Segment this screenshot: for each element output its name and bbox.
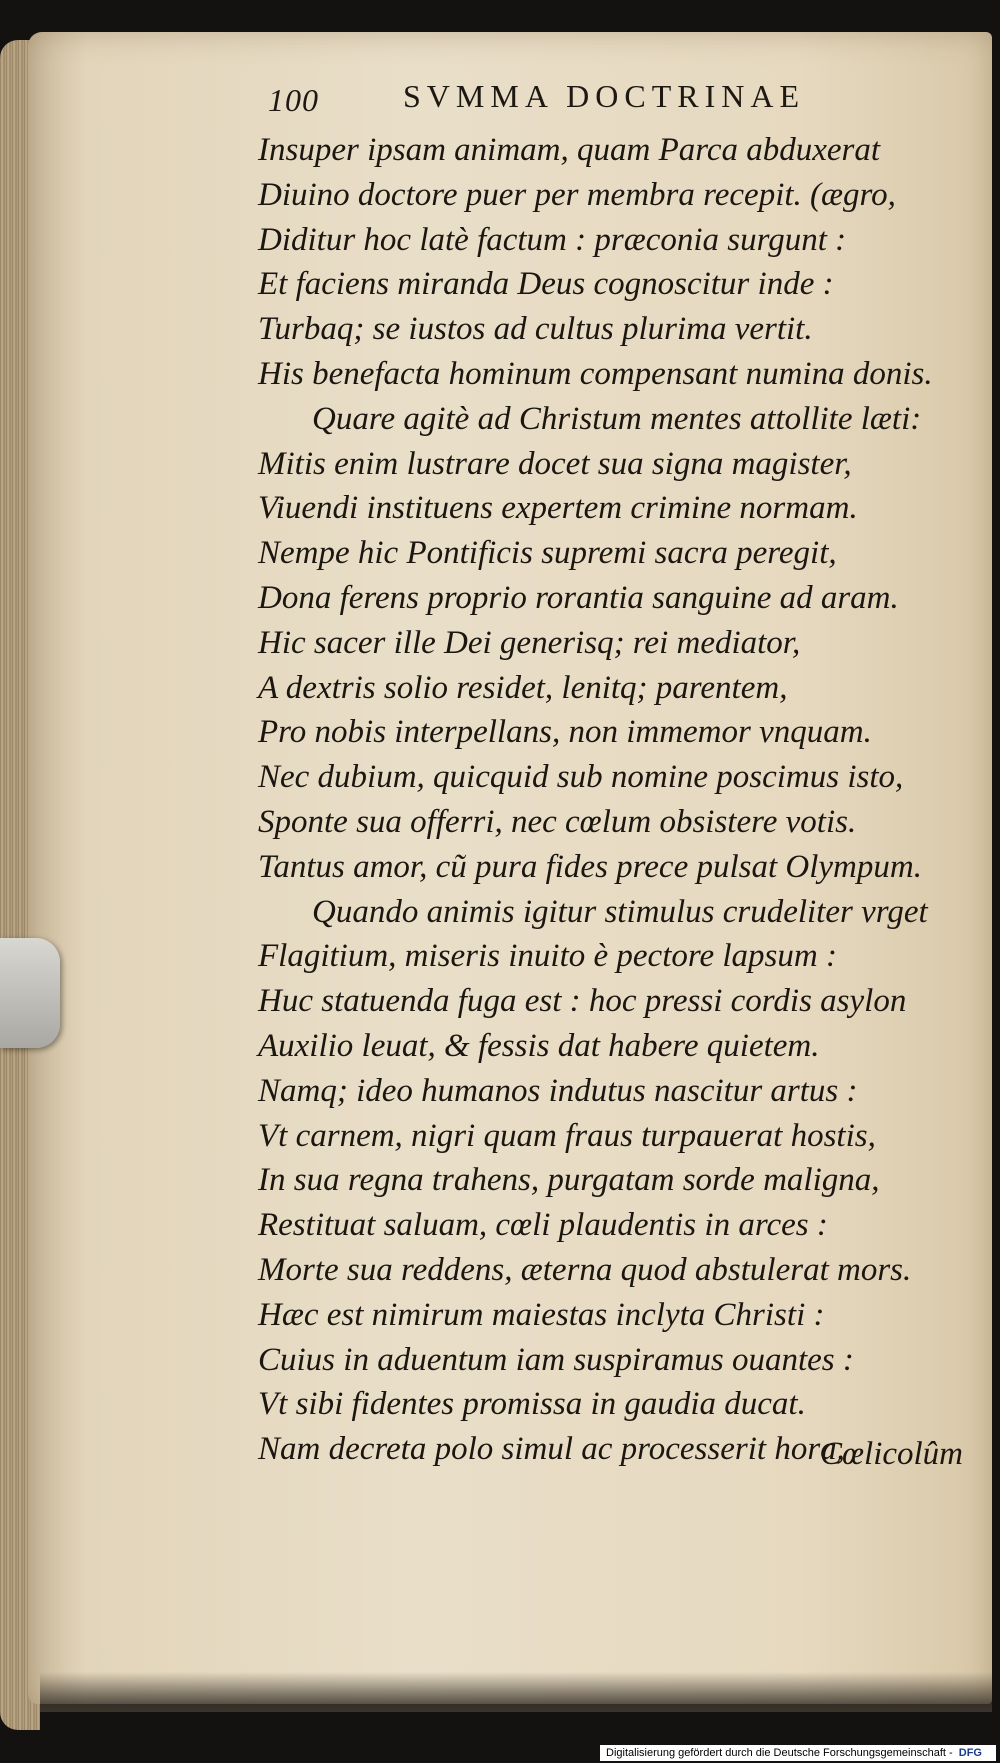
- dfg-logo: DFG: [958, 1747, 982, 1759]
- catchword: Cœlicolûm: [820, 1436, 964, 1472]
- page-number: 100: [268, 82, 319, 118]
- bookmark-tab: [0, 938, 60, 1048]
- verse-line: Vt sibi fidentes promissa in gaudia ducat.: [258, 1386, 806, 1423]
- verse-line: Et faciens miranda Deus cognoscitur inde :: [258, 266, 834, 303]
- page-header: [268, 78, 888, 128]
- credit-text: Digitalisierung gefördert durch die Deutsche Forschungsgemeinschaft -: [606, 1747, 953, 1759]
- running-head: SVMMA DOCTRINAE: [403, 78, 806, 114]
- verse-line: His benefacta hominum compensant numina donis.: [258, 355, 933, 392]
- verse-line: Flagitium, miseris inuito è pectore lapsum :: [258, 938, 837, 975]
- verse-line: Turbaq; se iustos ad cultus plurima vertit.: [258, 311, 813, 348]
- verse-line: A dextris solio residet, lenitq; parentem,: [258, 669, 788, 706]
- verse-line: Morte sua reddens, æterna quod abstulerat mors.: [258, 1251, 912, 1288]
- verse-text: [258, 128, 958, 1472]
- verse-line: Auxilio leuat, & fessis dat habere quietem.: [258, 1027, 820, 1064]
- verse-line: Vt carnem, nigri quam fraus turpauerat hostis,: [258, 1117, 876, 1154]
- verse-line: Diuino doctore puer per membra recepit. (ægro,: [258, 176, 896, 213]
- digitization-credit: [600, 1745, 996, 1761]
- verse-line: Quando animis igitur stimulus crudeliter vrget: [312, 893, 928, 930]
- verse-line: Namq; ideo humanos indutus nascitur artus :: [258, 1072, 858, 1109]
- verse-line: Viuendi instituens expertem crimine normam.: [258, 490, 858, 527]
- verse-line: Mitis enim lustrare docet sua signa magister,: [258, 445, 852, 482]
- verse-line: Nec dubium, quicquid sub nomine poscimus isto,: [258, 759, 904, 796]
- verse-line: In sua regna trahens, purgatam sorde maligna,: [258, 1162, 880, 1199]
- verse-line: Cuius in aduentum iam suspiramus ouantes :: [258, 1341, 854, 1378]
- verse-line: Insuper ipsam animam, quam Parca abduxerat: [258, 132, 881, 168]
- verse-line: Dona ferens proprio rorantia sanguine ad aram.: [258, 579, 899, 616]
- verse-line: Nempe hic Pontificis supremi sacra peregit,: [258, 535, 837, 572]
- verse-line: Nam decreta polo simul ac processerit hora,: [258, 1431, 845, 1468]
- verse-line: Hic sacer ille Dei generisq; rei mediator,: [258, 624, 801, 661]
- verse-line: Pro nobis interpellans, non immemor vnquam.: [258, 714, 872, 751]
- verse-line: Huc statuenda fuga est : hoc pressi cordis asylon: [258, 983, 907, 1020]
- verse-line: Tantus amor, cũ pura fides prece pulsat Olympum.: [258, 848, 922, 885]
- verse-line: Restituat saluam, cœli plaudentis in arces :: [258, 1207, 828, 1244]
- verse-line: Sponte sua offerri, nec cœlum obsistere votis.: [258, 803, 857, 840]
- verse-line: Diditur hoc latè factum : præconia surgunt :: [258, 221, 847, 258]
- verse-line: Quare agitè ad Christum mentes attollite læti:: [312, 400, 922, 437]
- page-bottom-shadow: [40, 1672, 992, 1712]
- verse-line: Hæc est nimirum maiestas inclyta Christi :: [258, 1296, 825, 1333]
